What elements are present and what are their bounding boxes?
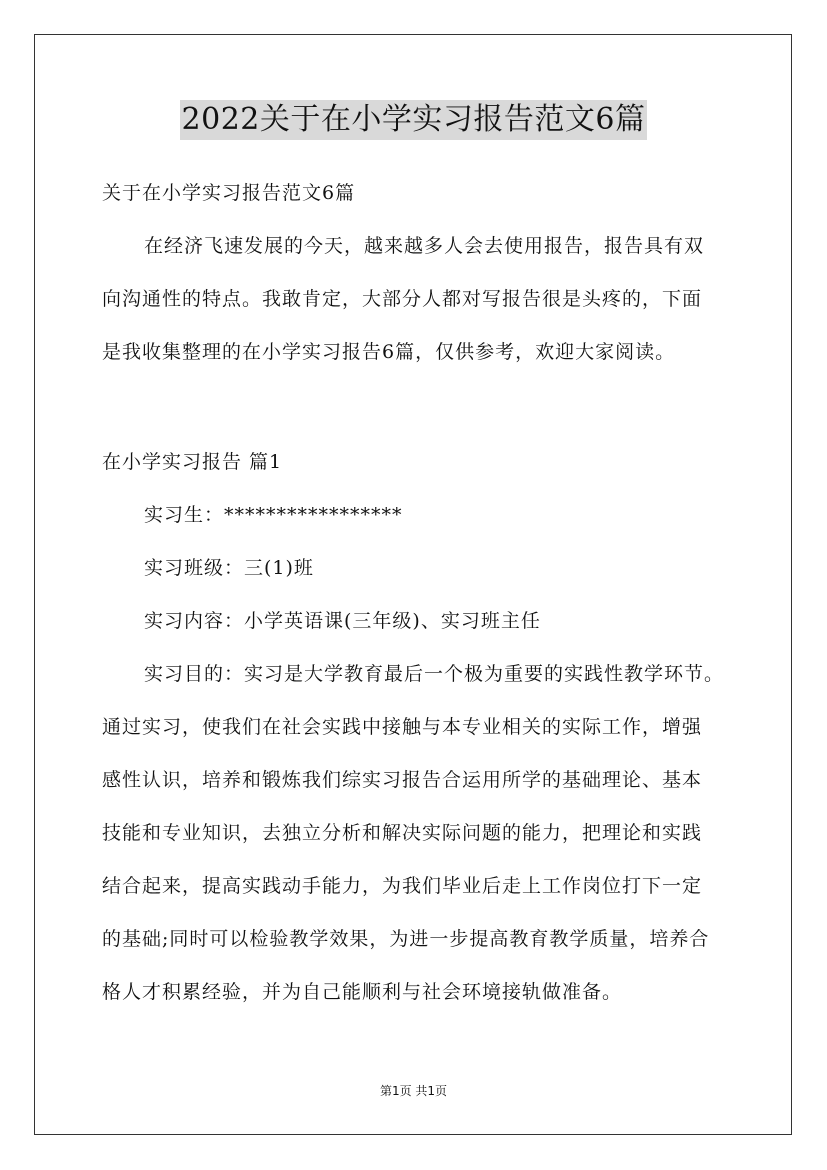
purpose-line-3: 感性认识，培养和锻炼我们综实习报告合运用所学的基础理论、基本 — [102, 769, 703, 791]
section-heading: 在小学实习报告 篇1 — [102, 451, 283, 473]
purpose-line-2: 通过实习，使我们在社会实践中接触与本专业相关的实际工作，增强 — [102, 716, 703, 738]
document-title: 2022关于在小学实习报告范文6篇 — [180, 100, 648, 140]
field-intern: 实习生：***************** — [144, 504, 403, 526]
field-class: 实习班级：三(1)班 — [144, 557, 314, 579]
field-content: 实习内容：小学英语课(三年级)、实习班主任 — [144, 610, 541, 632]
intro-line-2: 向沟通性的特点。我敢肯定，大部分人都对写报告很是头疼的，下面 — [102, 288, 703, 310]
purpose-line-4: 技能和专业知识，去独立分析和解决实际问题的能力，把理论和实践 — [102, 822, 703, 844]
purpose-line-6: 的基础;同时可以检验教学效果，为进一步提高教育教学质量，培养合 — [102, 928, 710, 950]
document-subtitle: 关于在小学实习报告范文6篇 — [102, 182, 356, 204]
intro-line-1: 在经济飞速发展的今天，越来越多人会去使用报告，报告具有双 — [144, 235, 705, 257]
page-footer: 第1页 共1页 — [379, 1084, 448, 1098]
title-container — [0, 100, 827, 140]
purpose-line-1: 实习目的：实习是大学教育最后一个极为重要的实践性教学环节。 — [144, 663, 725, 685]
document-body — [102, 176, 742, 1010]
purpose-line-7: 格人才积累经验，并为自己能顺利与社会环境接轨做准备。 — [102, 981, 623, 1003]
purpose-line-5: 结合起来，提高实践动手能力，为我们毕业后走上工作岗位打下一定 — [102, 875, 703, 897]
intro-line-3: 是我收集整理的在小学实习报告6篇，仅供参考，欢迎大家阅读。 — [102, 341, 676, 363]
